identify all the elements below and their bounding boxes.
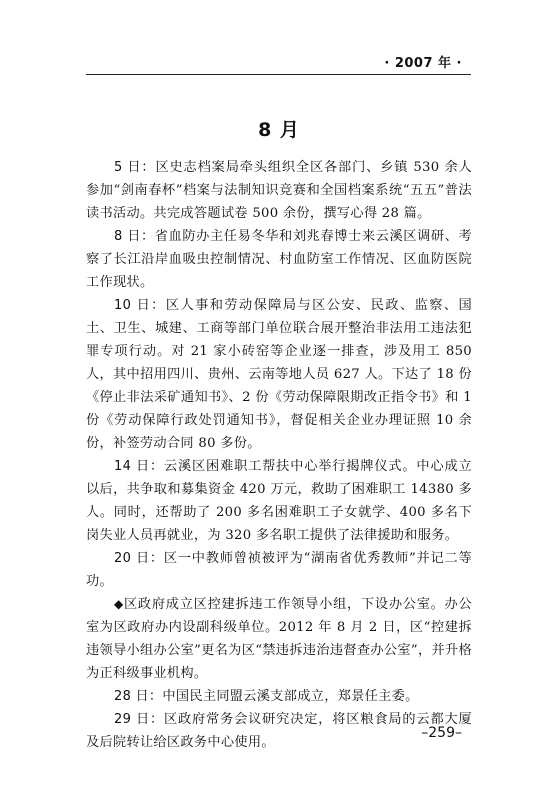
running-header-year: · 2007 年 · <box>384 56 462 71</box>
entry-text: 省血防办主任易冬华和刘兆春博士来云溪区调研、考察了长江沿岸血吸虫控制情况、村血防室工作情况、区血防医院工作现状。 <box>86 229 472 290</box>
entry-aug-28 <box>86 685 472 708</box>
entry-text: 中国民主同盟云溪支部成立，郑景任主委。 <box>162 689 419 704</box>
entry-date-separator: ： <box>149 712 164 727</box>
entry-aug-14 <box>86 455 472 547</box>
entry-text: 区一中教师曾祯被评为“湖南省优秀教师”并记二等功。 <box>86 551 472 589</box>
entry-aug-10 <box>86 294 472 455</box>
entry-text: 区史志档案局牵头组织全区各部门、乡镇 530 余人参加“剑南春杯”档案与法制知识竞赛和全国档案系统“五五”普法读书活动。共完成答题试卷 500 余份，撰写心得 28 篇。 <box>86 160 472 221</box>
chronicle-entries <box>86 156 472 754</box>
entry-date-separator: ： <box>141 160 156 175</box>
entry-date: 29 日 <box>114 712 150 727</box>
header-rule <box>86 74 471 75</box>
entry-undated-bullet <box>86 593 472 685</box>
entry-date-separator: ： <box>149 459 164 474</box>
entry-date: 8 日 <box>114 229 141 244</box>
entry-aug-5 <box>86 156 472 225</box>
entry-date-separator: ： <box>149 551 164 566</box>
entry-aug-20 <box>86 547 472 593</box>
entry-text: 区政府常务会议研究决定，将区粮食局的云都大厦及后院转让给区政务中心使用。 <box>86 712 472 750</box>
entry-date-separator: ： <box>148 689 163 704</box>
entry-date: 5 日 <box>114 160 142 175</box>
entry-aug-29 <box>86 708 472 754</box>
entry-date-separator: ： <box>140 229 155 244</box>
entry-aug-8 <box>86 225 472 294</box>
entry-date: 28 日 <box>114 689 149 704</box>
entry-text: 云溪区困难职工帮扶中心举行揭牌仪式。中心成立以后，共争取和募集资金 420 万元，救助了困难职工 14380 多人。同时，还帮助了 200 多名困难职工子女就学、400 多名下岗失业人员再就业，为 320 多名职工提供了法律援助和服务。 <box>86 459 472 543</box>
entry-date: 10 日 <box>114 298 152 313</box>
month-title: 8 月 <box>258 119 300 141</box>
entry-text: 区人事和劳动保障局与区公安、民政、监察、国土、卫生、城建、工商等部门单位联合展开整治非法用工违法犯罪专项行动。对 21 家小砖窑等企业逐一排查，涉及用工 850 人，其中招用四川、贵州、云南等地人员 627 人。下达了 18 份《停止非法采矿通知书》、2 份《劳动保障限期改正指令书》和 1 份《劳动保障行政处罚通知书》，督促相关企业办理证照 10 余份，补签劳动合同 80 多份。 <box>86 298 472 451</box>
entry-date: 14 日 <box>114 459 150 474</box>
entry-date: 20 日 <box>114 551 150 566</box>
diamond-bullet-icon: ◆ <box>114 597 124 611</box>
entry-text: 区政府成立区控建拆违工作领导小组，下设办公室。办公室为区政府办内设副科级单位。2012 年 8 月 2 日，区“控建拆违领导小组办公室”更名为区“禁违拆违治违督查办公室”，并升格为正科级事业机构。 <box>86 597 472 681</box>
entry-date-separator: ： <box>151 298 166 313</box>
page-number: –259– <box>421 725 462 741</box>
